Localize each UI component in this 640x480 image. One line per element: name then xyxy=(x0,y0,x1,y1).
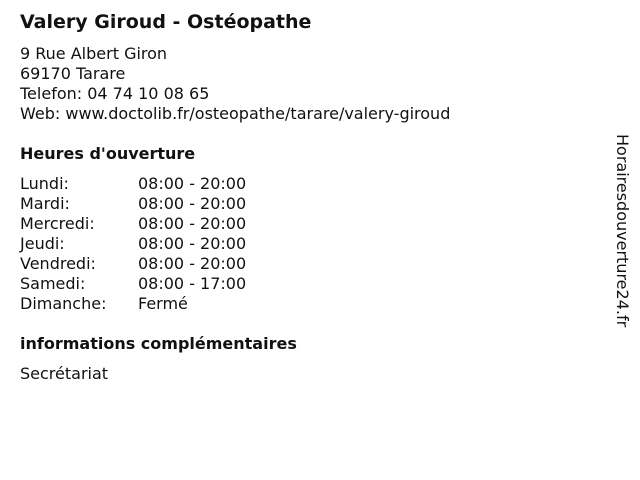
hours-time: 08:00 - 20:00 xyxy=(138,194,247,213)
hours-day: Vendredi: xyxy=(20,254,96,273)
hours-day: Dimanche: xyxy=(20,294,107,313)
hours-time: 08:00 - 20:00 xyxy=(138,234,247,253)
hours-time: 08:00 - 20:00 xyxy=(138,214,247,233)
hours-row-monday xyxy=(20,174,280,194)
hours-day: Mercredi: xyxy=(20,214,95,233)
hours-row-sunday xyxy=(20,294,280,314)
address-city: 69170 Tarare xyxy=(20,64,126,83)
hours-day: Lundi: xyxy=(20,174,69,193)
hours-row-thursday xyxy=(20,234,280,254)
hours-time: 08:00 - 17:00 xyxy=(138,274,247,293)
hours-day: Samedi: xyxy=(20,274,86,293)
hours-day: Jeudi: xyxy=(20,234,65,253)
hours-row-saturday xyxy=(20,274,280,294)
address-block xyxy=(20,44,450,124)
hours-time: Fermé xyxy=(138,294,188,313)
address-street: 9 Rue Albert Giron xyxy=(20,44,168,63)
business-title: Valery Giroud - Ostéopathe xyxy=(20,11,312,33)
hours-time: 08:00 - 20:00 xyxy=(138,254,247,273)
hours-row-friday xyxy=(20,254,280,274)
site-watermark: Horairesdouverture24.fr xyxy=(613,134,632,328)
opening-hours-heading: Heures d'ouverture xyxy=(20,144,196,163)
phone-number: Telefon: 04 74 10 08 65 xyxy=(20,84,210,103)
hours-row-wednesday xyxy=(20,214,280,234)
website-line: Web: www.doctolib.fr/osteopathe/tarare/valery-giroud xyxy=(20,104,451,123)
additional-info-text: Secrétariat xyxy=(20,364,109,383)
opening-hours-table xyxy=(20,174,280,314)
additional-info-heading: informations complémentaires xyxy=(20,334,297,353)
hours-day: Mardi: xyxy=(20,194,70,213)
hours-time: 08:00 - 20:00 xyxy=(138,174,247,193)
hours-row-tuesday xyxy=(20,194,280,214)
